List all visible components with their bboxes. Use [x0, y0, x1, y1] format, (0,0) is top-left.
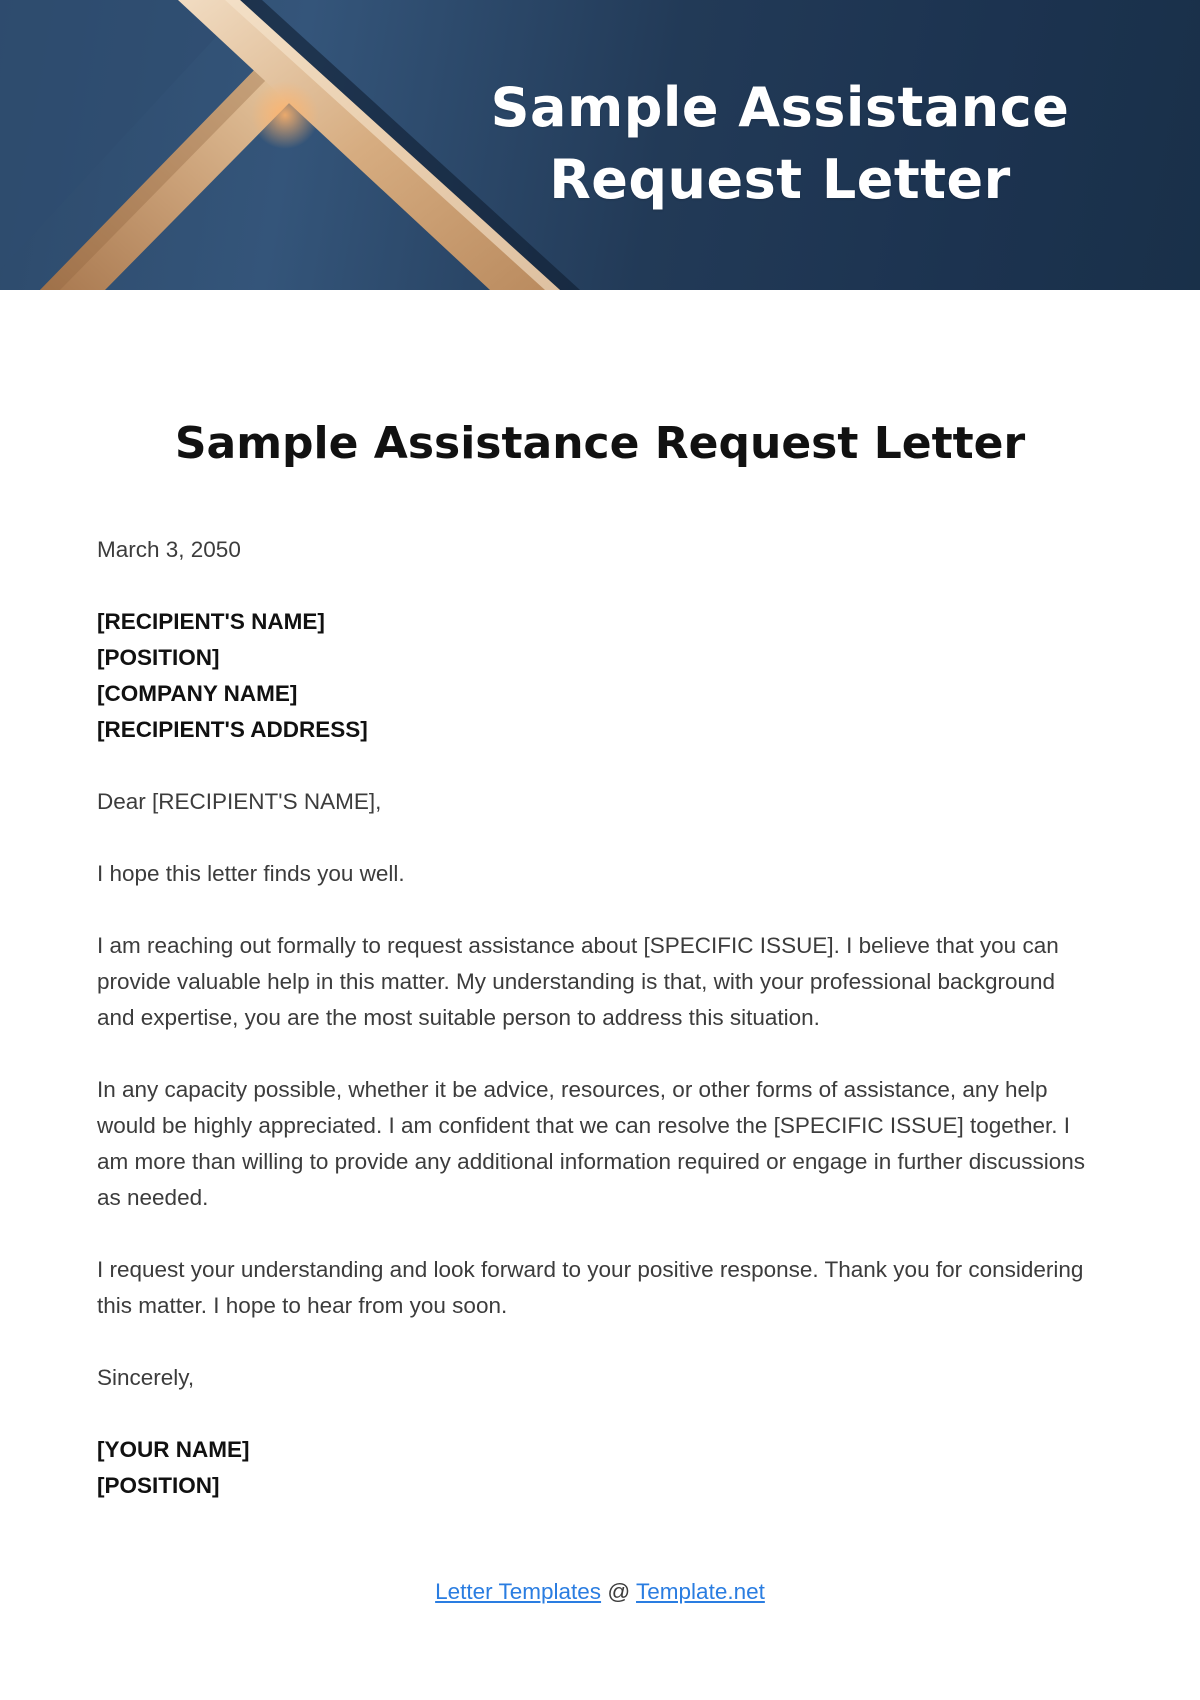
closing: Sincerely, [97, 1365, 195, 1390]
letter-date: March 3, 2050 [97, 537, 241, 562]
template-net-link[interactable]: Template.net [636, 1579, 765, 1604]
letter-body [97, 532, 1097, 1540]
header-banner [0, 0, 1200, 290]
banner-title [470, 72, 1090, 216]
recipient-block [97, 604, 1097, 748]
footer-separator: @ [607, 1579, 631, 1604]
signature-block [97, 1432, 1097, 1504]
banner-title-line2: Request Letter [549, 148, 1011, 211]
banner-title-line1: Sample Assistance [490, 76, 1070, 139]
recipient-position: [POSITION] [97, 645, 220, 670]
signature-position: [POSITION] [97, 1473, 220, 1498]
letter-templates-link[interactable]: Letter Templates [435, 1579, 602, 1604]
salutation: Dear [RECIPIENT'S NAME], [97, 789, 382, 814]
recipient-name: [RECIPIENT'S NAME] [97, 609, 325, 634]
page-title: Sample Assistance Request Letter [174, 418, 1026, 469]
signature-name: [YOUR NAME] [97, 1437, 250, 1462]
paragraph-2: I am reaching out formally to request assistance about [SPECIFIC ISSUE]. I believe that you can provide valuable help in this matter. My understanding is that, with your professional background and expertise, you are the most suitable person to address this situation. [97, 933, 1059, 1030]
footer [0, 1574, 1200, 1610]
paragraph-4: I request your understanding and look forward to your positive response. Thank you for considering this matter. I hope to hear from you soon. [97, 1257, 1084, 1318]
recipient-company: [COMPANY NAME] [97, 681, 298, 706]
recipient-address: [RECIPIENT'S ADDRESS] [97, 717, 368, 742]
paragraph-3: In any capacity possible, whether it be advice, resources, or other forms of assistance, any help would be highly appreciated. I am confident that we can resolve the [SPECIFIC ISSUE] together. I am more than willing to provide any additional information required or engage in further discussions as needed. [97, 1077, 1086, 1210]
paragraph-1: I hope this letter finds you well. [97, 861, 405, 886]
